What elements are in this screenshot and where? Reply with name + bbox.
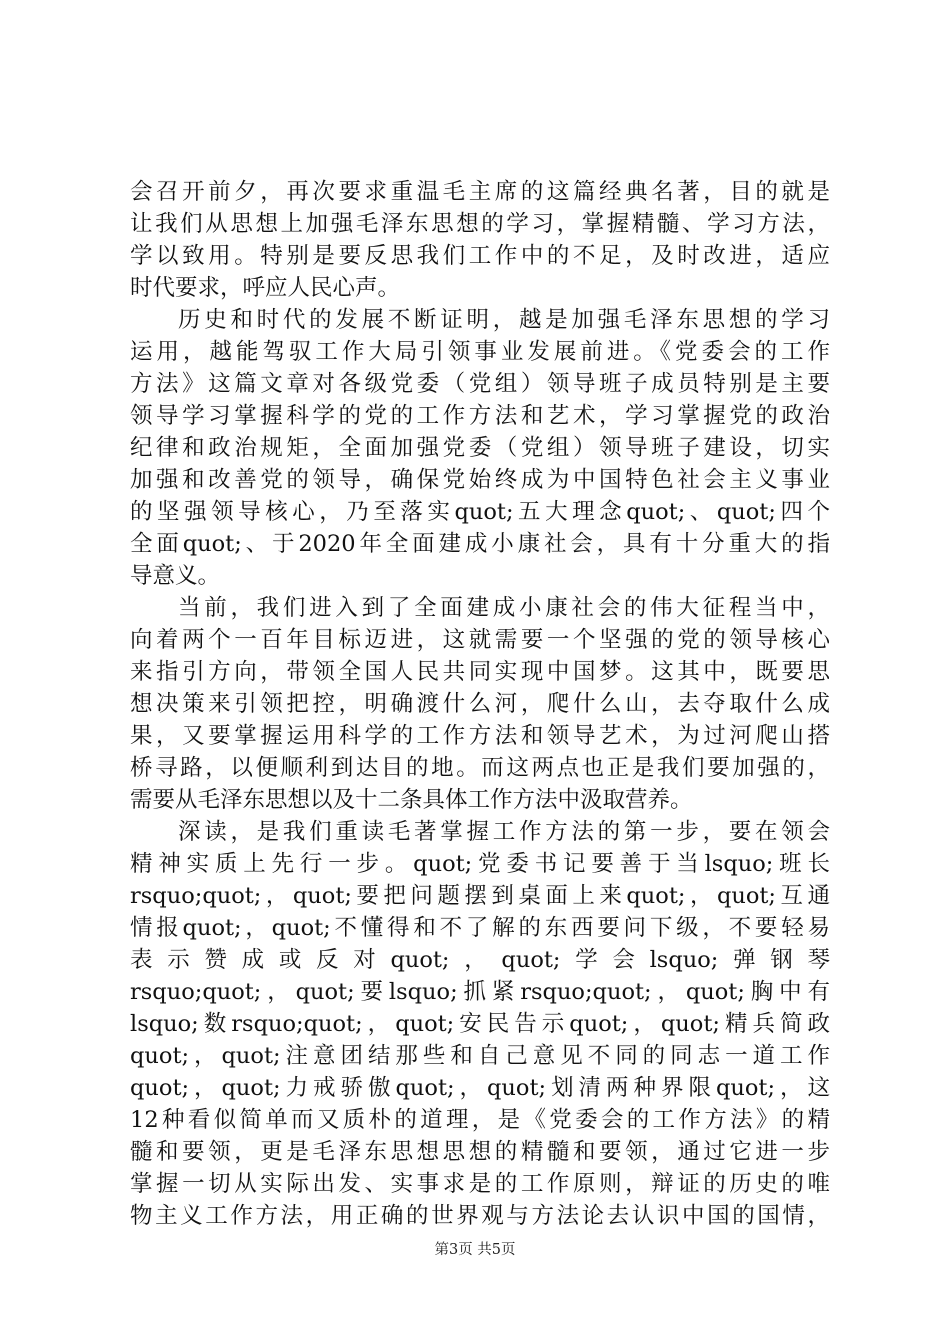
text-line: quot;，quot;注意团结那些和自己意见不同的同志一道工作 (130, 1043, 830, 1069)
text-line: 髓和要领，更是毛泽东思想思想的精髓和要领，通过它进一步 (130, 1139, 830, 1165)
text-line: 来指引方向，带领全国人民共同实现中国梦。这其中，既要思 (130, 659, 830, 685)
paragraph-first-line: 当前，我们进入到了全面建成小康社会的伟大征程当中， (178, 595, 830, 621)
text-line: 方法》这篇文章对各级党委（党组）领导班子成员特别是主要 (130, 371, 830, 397)
text-line: 纪律和政治规矩，全面加强党委（党组）领导班子建设，切实 (130, 435, 830, 461)
text-line: rsquo;quot;，quot;要lsquo;抓紧rsquo;quot;，quot;胸中有 (130, 979, 830, 1005)
text-line: 时代要求，呼应人民心声。 (130, 275, 401, 301)
text-line: 学以致用。特别是要反思我们工作中的不足，及时改进，适应 (130, 243, 830, 269)
body-text (130, 176, 830, 1232)
text-line: 物主义工作方法，用正确的世界观与方法论去认识中国的国情， (130, 1203, 830, 1229)
text-line: 桥寻路，以便顺利到达目的地。而这两点也正是我们要加强的， (130, 755, 830, 781)
text-line: 表示赞成或反对quot;，quot;学会lsquo;弹钢琴 (130, 947, 830, 973)
text-line: 想决策来引领把控，明确渡什么河，爬什么山，去夺取什么成 (130, 691, 830, 717)
text-line: 领导学习掌握科学的党的工作方法和艺术，学习掌握党的政治 (130, 403, 830, 429)
text-line: 掌握一切从实际出发、实事求是的工作原则，辩证的历史的唯 (130, 1171, 830, 1197)
text-line: 情报quot;，quot;不懂得和不了解的东西要问下级，不要轻易 (130, 915, 830, 941)
text-line: 加强和改善党的领导，确保党始终成为中国特色社会主义事业 (130, 467, 830, 493)
text-line: 让我们从思想上加强毛泽东思想的学习，掌握精髓、学习方法， (130, 211, 830, 237)
text-line: rsquo;quot;，quot;要把问题摆到桌面上来quot;，quot;互通 (130, 883, 830, 909)
text-line: 导意义。 (130, 563, 221, 589)
page-number-footer: 第3页 共5页 (434, 1242, 516, 1258)
text-line: 需要从毛泽东思想以及十二条具体工作方法中汲取营养。 (130, 787, 693, 813)
text-line: 果，又要掌握运用科学的工作方法和领导艺术，为过河爬山搭 (130, 723, 830, 749)
text-line: 运用，越能驾驭工作大局引领事业发展前进。《党委会的工作 (130, 339, 830, 365)
paragraph-first-line: 历史和时代的发展不断证明，越是加强毛泽东思想的学习 (178, 307, 830, 333)
text-line: 全面quot;、于2020年全面建成小康社会，具有十分重大的指 (130, 531, 830, 557)
text-line: 精神实质上先行一步。quot;党委书记要善于当lsquo;班长 (130, 851, 830, 877)
text-line: 的坚强领导核心，乃至落实quot;五大理念quot;、quot;四个 (130, 499, 830, 525)
text-line: 向着两个一百年目标迈进，这就需要一个坚强的党的领导核心 (130, 627, 830, 653)
text-line: quot;，quot;力戒骄傲quot;，quot;划清两种界限quot;，这 (130, 1075, 830, 1101)
text-line: lsquo;数rsquo;quot;，quot;安民告示quot;，quot;精兵简政 (130, 1011, 830, 1037)
text-line: 12种看似简单而又质朴的道理，是《党委会的工作方法》的精 (130, 1107, 830, 1133)
text-line: 会召开前夕，再次要求重温毛主席的这篇经典名著，目的就是 (130, 179, 830, 205)
paragraph-first-line: 深读，是我们重读毛著掌握工作方法的第一步，要在领会 (178, 819, 830, 845)
